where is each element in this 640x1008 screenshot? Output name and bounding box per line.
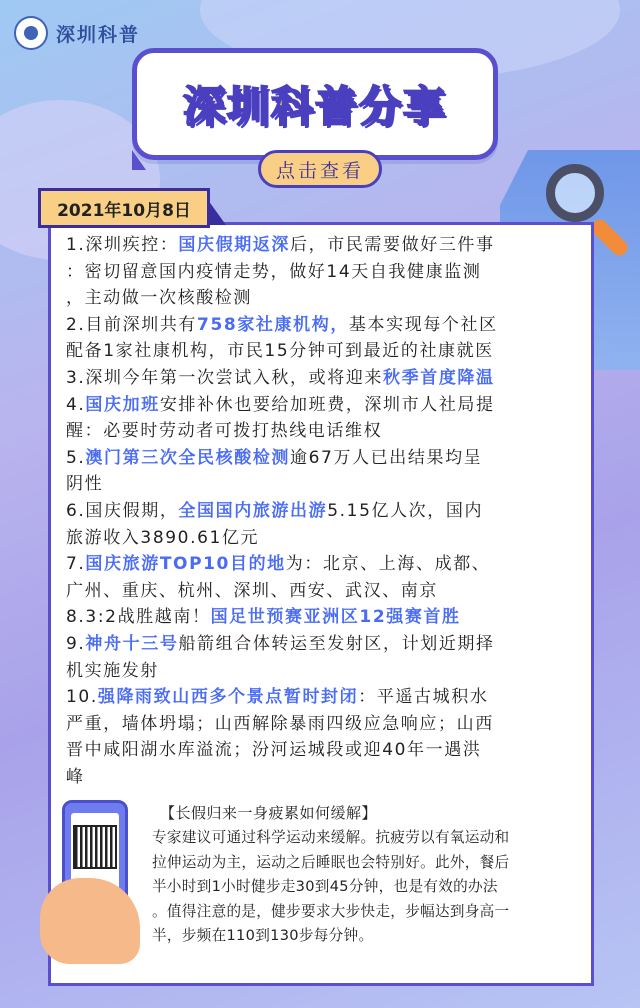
news-text: 严重，墙体坍塌；山西解除暴雨四级应急响应；山西 bbox=[66, 713, 494, 734]
news-text: 9. bbox=[66, 633, 86, 654]
news-highlight: 强降雨致山西多个景点暂时封闭 bbox=[97, 687, 359, 708]
news-text: ：密切留意国内疫情走势，做好14天自我健康监测 bbox=[66, 261, 482, 282]
news-highlight: 国庆加班 bbox=[85, 394, 160, 415]
news-text: 机实施发射 bbox=[66, 660, 159, 681]
news-text: 8.3:2战胜越南！ bbox=[66, 607, 211, 628]
tip-line: 半，步频在110到130步每分钟。 bbox=[152, 927, 374, 945]
tip-title: 【长假归来一身疲累如何缓解】 bbox=[160, 804, 378, 822]
news-item-line bbox=[66, 711, 586, 738]
news-text: 基本实现每个社区 bbox=[348, 314, 498, 335]
date-tab-shadow bbox=[208, 200, 226, 225]
news-highlight: 神舟十三号 bbox=[85, 633, 179, 654]
tip-line: 。值得注意的是，健步要求大步快走，步幅达到身高一 bbox=[152, 902, 510, 920]
news-text: 晋中咸阳湖水库溢流；汾河运城段或迎40年一遇洪 bbox=[66, 740, 482, 761]
brand-logo bbox=[14, 16, 140, 50]
news-item-line bbox=[66, 604, 586, 631]
news-item-line bbox=[66, 392, 586, 419]
news-item-line bbox=[66, 259, 586, 286]
news-text: 7. bbox=[66, 554, 86, 575]
news-text: 3.深圳今年第一次尝试入秋，或将迎来 bbox=[66, 367, 384, 388]
news-item-line bbox=[66, 232, 586, 259]
news-item-line bbox=[66, 525, 586, 552]
brand-name: 深圳科普 bbox=[56, 23, 141, 46]
news-item-line bbox=[66, 312, 586, 339]
news-item-line bbox=[66, 551, 586, 578]
news-item-line bbox=[66, 578, 586, 605]
news-text: 后，市民需要做好三件事 bbox=[290, 235, 495, 255]
news-item-line bbox=[66, 285, 586, 312]
news-text: 5.15亿人次，国内 bbox=[327, 500, 484, 521]
tip-line: 专家建议可通过科学运动来缓解。抗疲劳以有氧运动和 bbox=[152, 829, 510, 846]
news-highlight: 国足世预赛亚洲区12强赛首胜 bbox=[210, 607, 461, 628]
news-item-line bbox=[66, 658, 586, 685]
news-item-line bbox=[66, 471, 586, 498]
news-item-line bbox=[66, 737, 586, 764]
news-item-line bbox=[66, 338, 586, 365]
news-highlight: 全国国内旅游出游 bbox=[178, 500, 328, 521]
date-label: 2021年10月8日 bbox=[38, 188, 210, 228]
news-text: 10. bbox=[66, 687, 98, 708]
tip-line: 拉伸运动为主，运动之后睡眠也会特别好。此外，餐后 bbox=[152, 853, 510, 871]
news-item-line bbox=[66, 684, 586, 711]
news-text: 为：北京、上海、成都、 bbox=[285, 554, 491, 575]
tip-line: 半小时到1小时健步走30到45分钟，也是有效的办法 bbox=[152, 878, 498, 896]
phone-illustration bbox=[40, 800, 140, 960]
news-item-line bbox=[66, 418, 586, 445]
qr-code-icon bbox=[75, 827, 115, 867]
news-text: 阴性 bbox=[66, 474, 104, 495]
news-text: 旅游收入3890.61亿元 bbox=[66, 527, 260, 548]
news-item-line bbox=[66, 498, 586, 525]
news-text: 1.深圳疾控： bbox=[66, 235, 179, 255]
news-text: 峰 bbox=[66, 766, 85, 787]
news-text: ，主动做一次核酸检测 bbox=[66, 288, 252, 309]
news-highlight: 秋季首度降温 bbox=[383, 367, 495, 388]
news-item-line bbox=[66, 445, 586, 472]
tip-body bbox=[152, 826, 592, 949]
news-highlight: 国庆假期返深 bbox=[178, 235, 291, 255]
emblem-icon bbox=[14, 16, 48, 50]
news-text: ：平遥古城积水 bbox=[358, 687, 489, 708]
news-text: 6.国庆假期， bbox=[66, 500, 179, 521]
news-text: 醒：必要时劳动者可拨打热线电话维权 bbox=[66, 421, 383, 442]
news-text: 逾67万人已出结果均呈 bbox=[290, 447, 483, 468]
news-highlight: 758家社康机构， bbox=[197, 314, 349, 335]
news-highlight: 国庆旅游TOP10目的地 bbox=[85, 554, 286, 575]
view-button[interactable]: 点击查看 bbox=[258, 150, 382, 188]
news-highlight: 澳门第三次全民核酸检测 bbox=[85, 447, 291, 468]
news-list bbox=[66, 232, 586, 790]
news-text: 安排补休也要给加班费，深圳市人社局提 bbox=[159, 394, 495, 415]
news-text: 船箭组合体转运至发射区，计划近期择 bbox=[178, 633, 495, 654]
news-text: 4. bbox=[66, 394, 86, 415]
news-text: 5. bbox=[66, 447, 86, 468]
news-text: 2.目前深圳共有 bbox=[66, 314, 198, 335]
speech-tail bbox=[132, 150, 146, 170]
title-banner bbox=[132, 48, 498, 160]
news-item-line bbox=[66, 365, 586, 392]
page-title: 深圳科普分享 bbox=[182, 82, 447, 131]
news-item-line bbox=[66, 631, 586, 658]
news-text: 配备1家社康机构，市民15分钟可到最近的社康就医 bbox=[66, 341, 494, 362]
news-item-line bbox=[66, 764, 586, 791]
news-text: 广州、重庆、杭州、深圳、西安、武汉、南京 bbox=[66, 580, 438, 601]
